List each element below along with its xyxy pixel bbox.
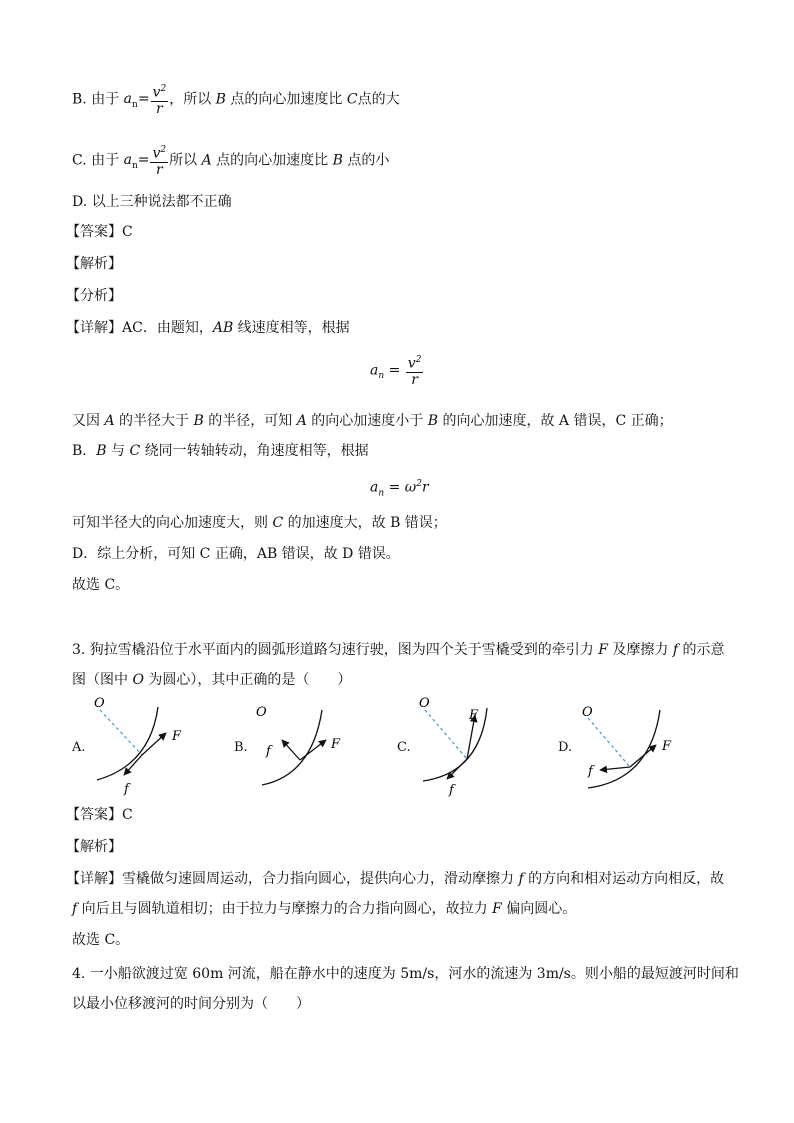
analysis-heading-3: 【解析】 <box>66 839 122 855</box>
diagram-c-label: C. <box>397 740 411 755</box>
option-text: 由于 <box>91 91 124 108</box>
option-c: C. 由于 $a_n=$ $\frac{v^2}{r}$ 所以 A 点的向心加速度比 B 点的小 <box>72 145 390 178</box>
center-label: O <box>256 705 267 720</box>
center-label: O <box>582 705 593 720</box>
diagram-option-b <box>232 700 362 800</box>
answer-2: 【答案】C <box>66 224 133 240</box>
diagram-option-d <box>580 700 710 800</box>
diagram-a-label: A. <box>72 740 86 755</box>
detail-2-line-1: 【详解】AC．由题知，AB 线速度相等，根据 <box>66 320 350 336</box>
force-F-arrow <box>630 745 656 767</box>
friction-f-label: f <box>588 764 593 779</box>
detail-2-line-6: 故选 C。 <box>72 577 130 593</box>
diagram-option-c <box>405 693 535 800</box>
formula: $a_n=$ $\frac{v^2}{r}$ <box>123 145 167 178</box>
question-3-line-1: 3. 狗拉雪橇沿位于水平面内的圆弧形道路匀速行驶，图为四个关于雪橇受到的牵引力 F 及摩擦力 f 的示意 <box>72 642 725 658</box>
arc-path <box>97 707 158 780</box>
detail-2-line-2: 又因 A 的半径大于 B 的半径，可知 A 的向心加速度小于 B 的向心加速度，故 A 错误，C 正确； <box>72 413 673 429</box>
detail-3-line-2: f 向后且与圆轨道相切；由于拉力与摩擦力的合力指向圆心，故拉力 F 偏向圆心。 <box>72 901 577 917</box>
friction-f-label: f <box>449 783 454 798</box>
diagram-option-a <box>70 695 200 800</box>
detail-2-line-5: D．综上分析，可知 C 正确，AB 错误，故 D 错误。 <box>72 546 400 562</box>
diagram-b-label: B. <box>234 740 248 755</box>
formula: $a_n=$ $\frac{v^2}{r}$ <box>123 84 167 117</box>
radius-dashed-line <box>100 710 142 755</box>
force-F-label: F <box>662 739 672 754</box>
diagram-d-label: D. <box>558 740 573 755</box>
option-d: D. 以上三种说法都不正确 <box>72 194 232 210</box>
force-F-label: F <box>172 729 182 744</box>
answer-3: 【答案】C <box>66 807 133 823</box>
force-F-label: F <box>331 737 341 752</box>
detail-2-line-4: 可知半径大的向心加速度大，则 C 的加速度大，故 B 错误； <box>72 515 447 531</box>
option-label: C. <box>72 152 87 169</box>
center-label: O <box>419 696 430 711</box>
arc-path <box>588 710 660 788</box>
analysis-heading-2: 【解析】 <box>66 256 122 272</box>
force-F-label: F <box>469 708 479 723</box>
arc-path <box>262 710 322 785</box>
fenxi-heading: 【分析】 <box>66 288 122 304</box>
option-b: B. 由于 $a_n=$ $\frac{v^2}{r}$ ，所以 B 点的向心加速度比 C点的大 <box>72 84 400 117</box>
question-4-line-2: 以最小位移渡河的时间分别为（ ） <box>72 996 310 1012</box>
question-3-line-2: 图（图中 O 为圆心），其中正确的是（ ） <box>72 672 352 688</box>
friction-f-arrow <box>447 759 467 779</box>
detail-3-line-1: 【详解】雪橇做匀速圆周运动，合力指向圆心，提供向心力，滑动摩擦力 f 的方向和相对运动方向相反，故 <box>66 871 725 887</box>
equation-centripetal-v: $a_n$ = $\frac{v^2}{r}$ <box>370 355 422 388</box>
equation-centripetal-omega: $a_n = \omega^2r$ <box>370 479 429 499</box>
friction-f-label: f <box>266 744 271 759</box>
radius-dashed-line <box>425 710 467 759</box>
friction-f-arrow <box>282 740 300 760</box>
option-label: B. <box>72 91 87 108</box>
friction-f-label: f <box>124 782 129 797</box>
friction-f-arrow <box>600 767 630 770</box>
center-label: O <box>94 696 105 711</box>
detail-3-line-3: 故选 C。 <box>72 932 130 948</box>
question-4-line-1: 4. 一小船欲渡过宽 60m 河流，船在静水中的速度为 5m/s，河水的流速为 3m/s。则小船的最短渡河时间和 <box>72 966 739 982</box>
detail-2-line-3: B．B 与 C 绕同一转轴转动，角速度相等，根据 <box>72 443 369 459</box>
radius-dashed-line <box>588 718 630 767</box>
